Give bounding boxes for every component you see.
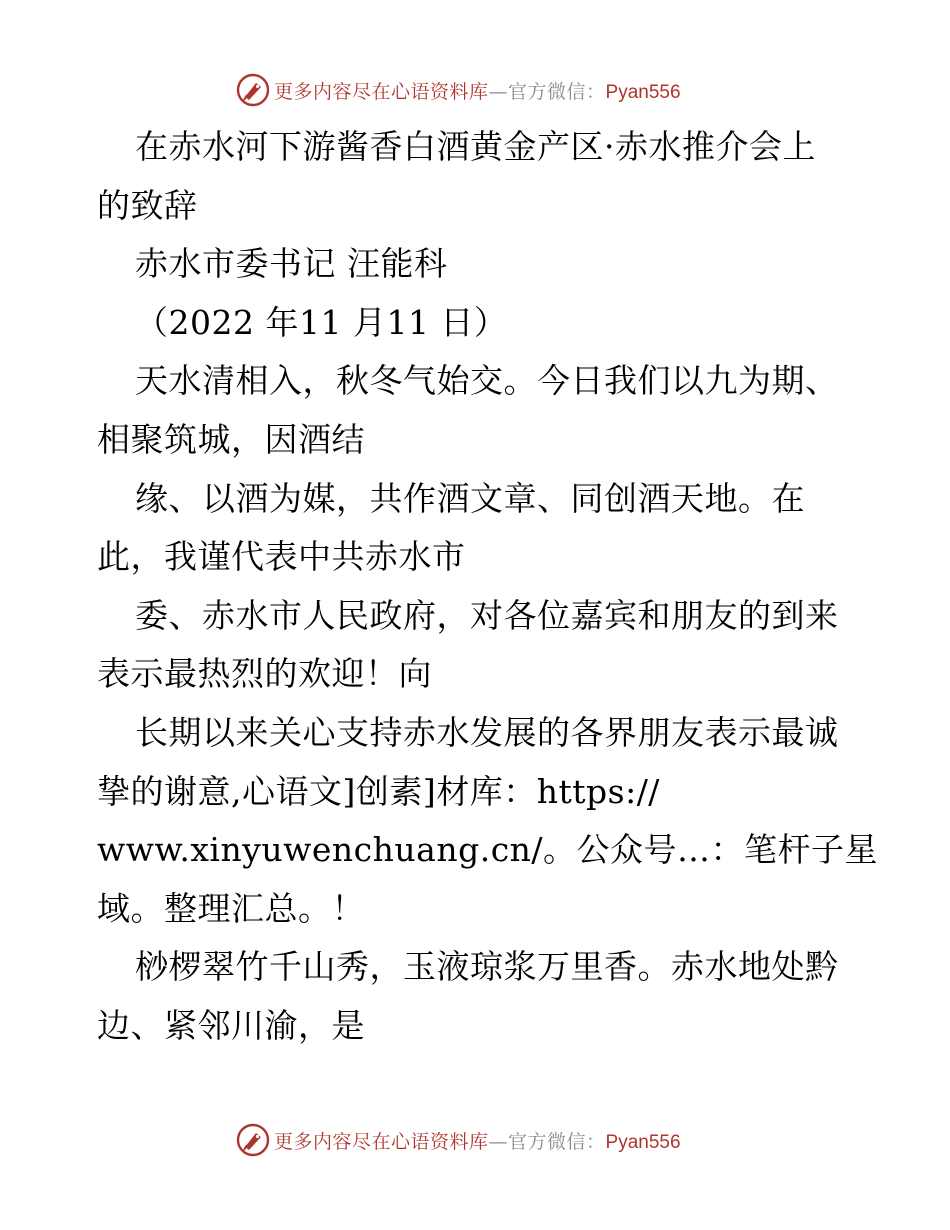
paragraph-line: 委、赤水市人民政府，对各位嘉宾和朋友的到来 [135,595,839,635]
watermark-text: 更多内容尽在心语资料库—官方微信：Pyan556 [274,1130,681,1153]
watermark-text: 更多内容尽在心语资料库—官方微信：Pyan556 [274,80,681,103]
paragraph-line: 桫椤翠竹千山秀，玉液琼浆万里香。赤水地处黔 [135,947,839,987]
paragraph-line: 边、紧邻川渝，是 [97,1005,365,1045]
paragraph-line: 长期以来关心支持赤水发展的各界朋友表示最诚 [135,712,839,752]
paragraph-line: 天水清相入，秋冬气始交。今日我们以九为期、 [135,361,839,401]
pen-nib-logo-icon [236,73,270,107]
author-line: 赤水市委书记 汪能科 [135,244,448,284]
date-line: （2022 年11 月11 日） [135,302,508,342]
title-line-1: 在赤水河下游酱香白酒黄金产区·赤水推介会上 [135,127,816,166]
pen-nib-logo-icon [236,1123,270,1157]
header-watermark [236,72,681,108]
document-body [97,118,879,1056]
paragraph-line: www.xinyuwenchuang.cn/。公众号…：笔杆子星 [97,830,879,870]
paragraph-line: 挚的谢意,心语文]创素]材库：https:// [97,771,660,811]
paragraph-line: 相聚筑城，因酒结 [97,419,365,459]
paragraph-line: 缘、以酒为媒，共作酒文章、同创酒天地。在 [135,478,805,518]
paragraph-line: 此，我谨代表中共赤水市 [97,537,466,577]
paragraph-line: 表示最热烈的欢迎！向 [97,654,432,694]
paragraph-line: 域。整理汇总。！ [97,888,365,928]
title-line-2: 的致辞 [97,185,198,225]
footer-watermark [236,1122,681,1158]
